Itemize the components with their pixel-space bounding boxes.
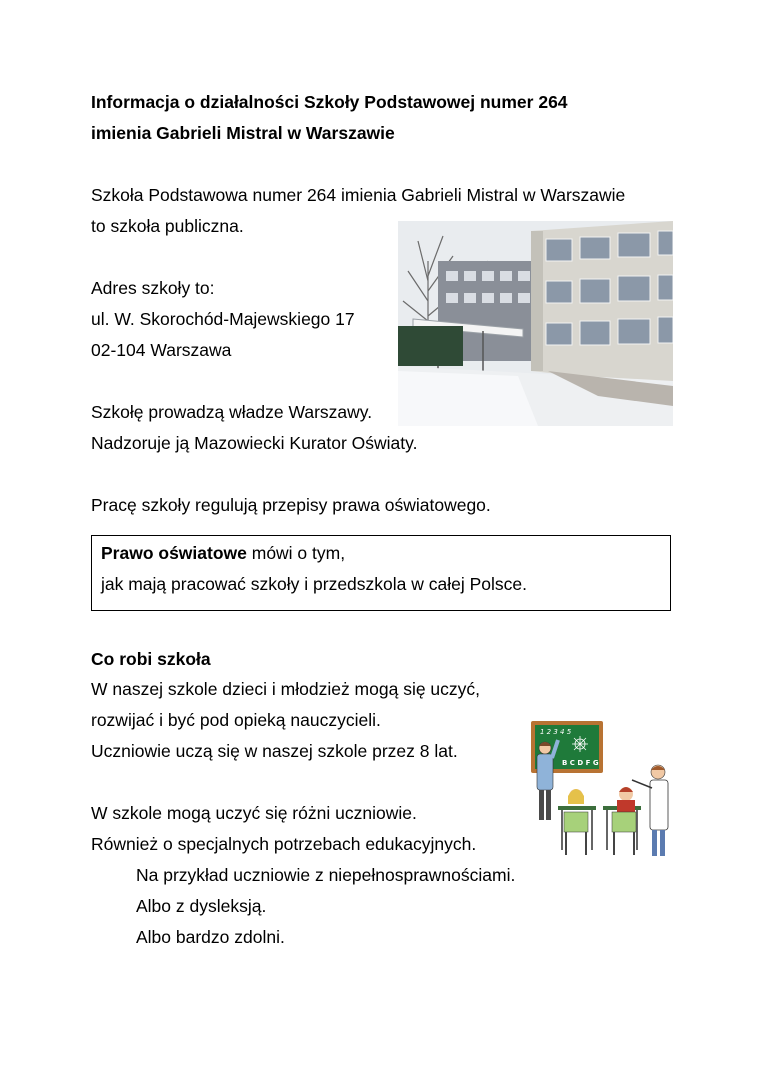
board-numbers: 1 2 3 4 5 [540,728,572,736]
intro-line-1: Szkoła Podstawowa numer 264 imienia Gabrieli Mistral w Warszawie [91,185,626,205]
address-city: 02-104 Warszawa [91,340,232,360]
board-letters: B C D F G [562,759,599,767]
section-line-1: W naszej szkole dzieci i młodzież mogą się uczyć, [91,679,481,699]
regulation-line: Pracę szkoły regulują przepisy prawa oświatowego. [91,495,491,515]
example-item-3: Albo bardzo zdolni. [136,927,285,947]
students-line-1: W szkole mogą uczyć się różni uczniowie. [91,803,417,823]
info-box-line-1 [101,543,345,563]
governance-line-1: Szkołę prowadzą władze Warszawy. [91,402,373,422]
student-right [612,787,636,855]
info-box-term: Prawo oświatowe [101,543,247,563]
section-heading: Co robi szkoła [91,649,211,669]
document-title-line-2: imienia Gabrieli Mistral w Warszawie [91,123,395,143]
section-line-3: Uczniowie uczą się w naszej szkole przez 8 lat. [91,741,458,761]
address-street: ul. W. Skorochód-Majewskiego 17 [91,309,355,329]
example-item-2: Albo z dysleksją. [136,896,267,916]
section-line-2: rozwijać i być pod opieką nauczycieli. [91,710,381,730]
student-left [564,789,588,855]
board-drawing [572,736,588,752]
info-box [91,535,671,611]
teacher-at-board [537,740,558,820]
info-box-rest: mówi o tym, [246,543,346,563]
students-line-2: Również o specjalnych potrzebach edukacyjnych. [91,834,477,854]
example-item-1: Na przykład uczniowie z niepełnosprawnościami. [136,865,516,885]
info-box-line-2: jak mają pracować szkoły i przedszkola w całej Polsce. [101,574,527,594]
classroom-illustration [528,720,673,860]
school-building-photo [398,221,673,426]
address-label: Adres szkoły to: [91,278,215,298]
document-title-line-1: Informacja o działalności Szkoły Podstawowej numer 264 [91,92,568,112]
governance-line-2: Nadzoruje ją Mazowiecki Kurator Oświaty. [91,433,418,453]
intro-line-2: to szkoła publiczna. [91,216,244,236]
